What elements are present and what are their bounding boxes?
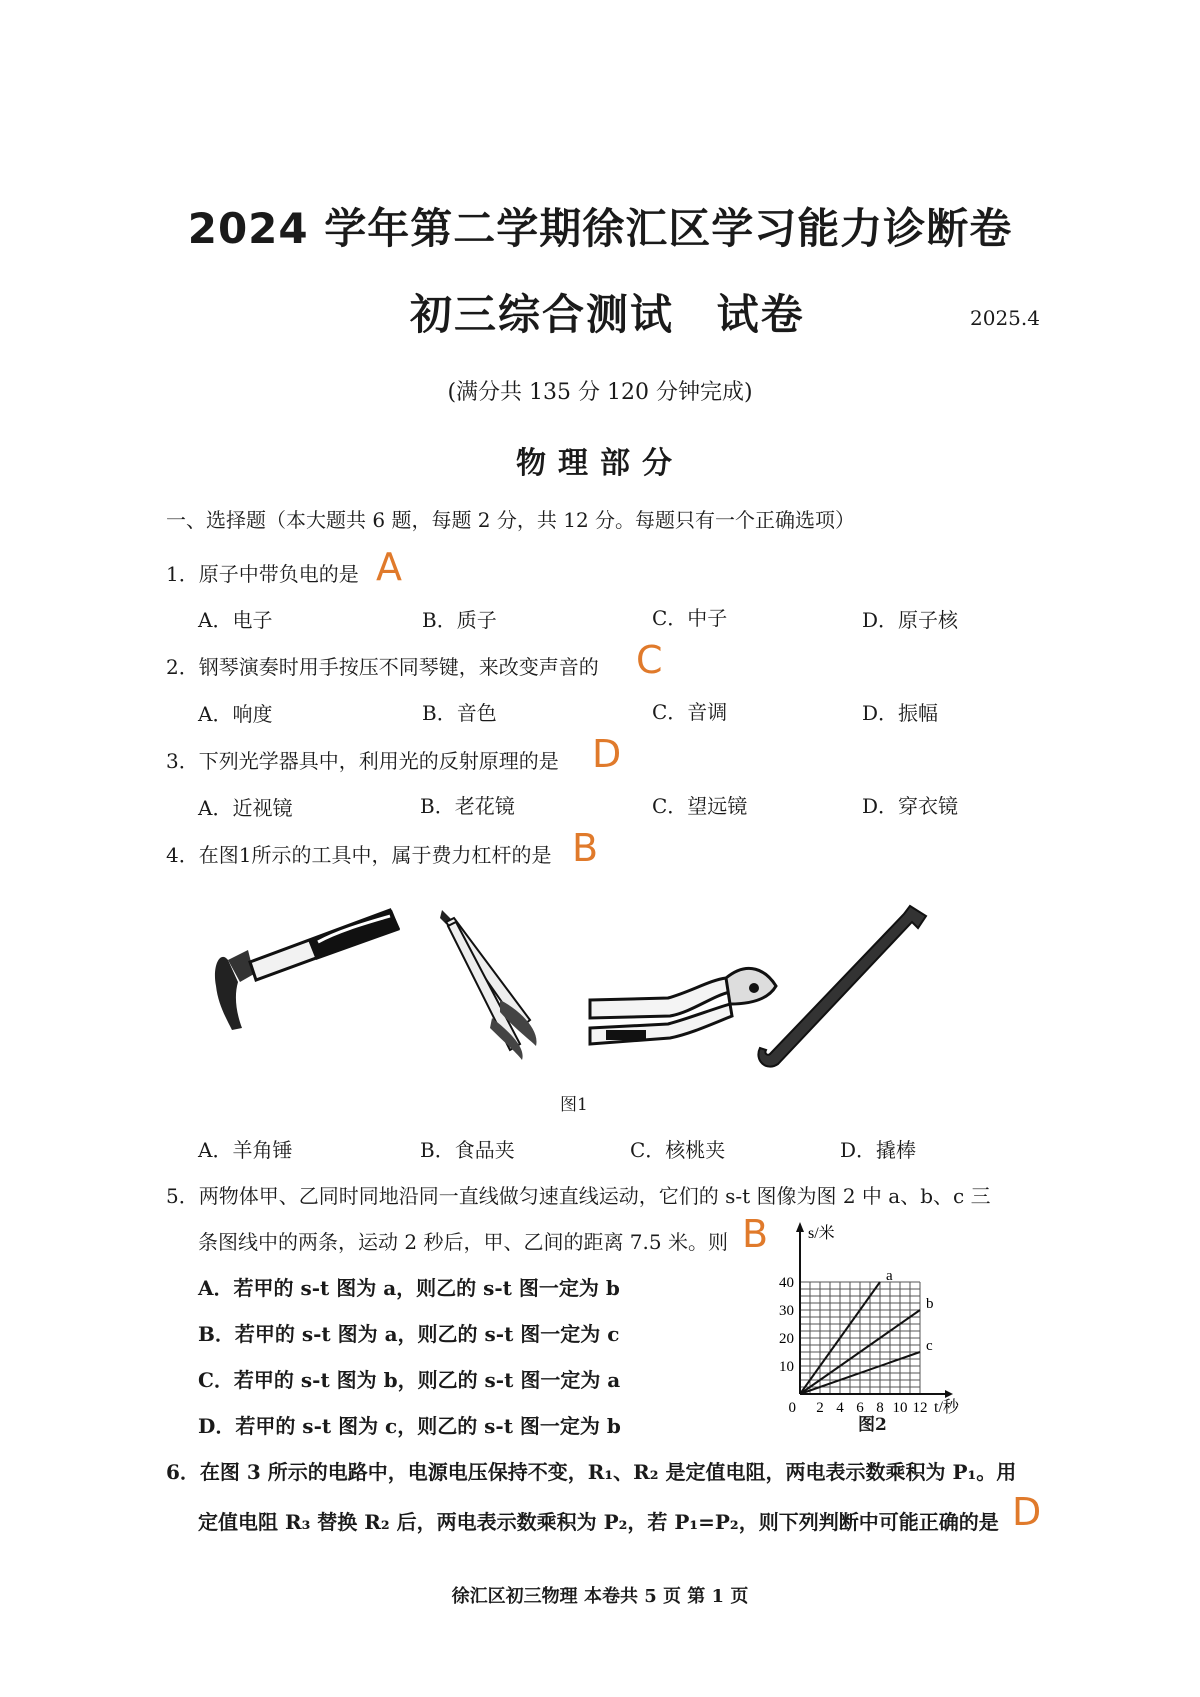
page-footer: 徐汇区初三物理 本卷共 5 页 第 1 页 [451, 1586, 749, 1607]
exam-date: 2025.4 [970, 306, 1040, 330]
series-label-c: c [926, 1338, 933, 1354]
q3-option-a: A．近视镜 [198, 796, 293, 820]
y-axis-arrow [796, 1222, 804, 1232]
hammer-icon [215, 910, 400, 1030]
y-tick-label: 30 [779, 1303, 794, 1319]
q4-option-a: A．羊角锤 [198, 1138, 293, 1162]
q5-option-a: A．若甲的 s-t 图为 a，则乙的 s-t 图一定为 b [198, 1276, 620, 1300]
q2-option-b: B．音色 [422, 701, 497, 725]
question-6-stem-line-2: 定值电阻 R₃ 替换 R₂ 后，两电表示数乘积为 P₂，若 P₁=P₂，则下列判断中可能正确的是 [198, 1510, 999, 1534]
q2-option-d: D．振幅 [862, 701, 939, 725]
x-tick-label: 6 [856, 1400, 864, 1416]
part-heading: 物理部分 [516, 446, 684, 481]
q1-option-d: D．原子核 [862, 608, 959, 632]
question-4-answer: B [572, 826, 599, 870]
question-5-answer: B [742, 1212, 769, 1256]
q5-option-d: D．若甲的 s-t 图为 c，则乙的 s-t 图一定为 b [198, 1414, 621, 1438]
figure-1 [200, 900, 960, 1080]
y-tick-label: 10 [779, 1359, 794, 1375]
question-3-answer: D [592, 732, 622, 776]
figure-1-caption: 图1 [560, 1095, 588, 1115]
x-tick-label: 8 [876, 1400, 884, 1416]
q5-option-c: C．若甲的 s-t 图为 b，则乙的 s-t 图一定为 a [198, 1368, 621, 1392]
nutcracker-icon [590, 968, 776, 1044]
section-heading: 一、选择题（本大题共 6 题，每题 2 分，共 12 分。每题只有一个正确选项） [166, 508, 856, 532]
exam-subtitle: 初三综合测试 试卷 [410, 290, 805, 339]
question-6-answer: D [1012, 1490, 1042, 1534]
x-tick-label: 12 [912, 1400, 928, 1416]
q1-option-c: C．中子 [652, 606, 728, 630]
q3-option-c: C．望远镜 [652, 794, 748, 818]
tongs-icon [440, 910, 537, 1060]
series-label-b: b [926, 1296, 934, 1312]
question-6-stem-line-1: 6．在图 3 所示的电路中，电源电压保持不变，R₁、R₂ 是定值电阻，两电表示数乘积为 P₁。用 [166, 1460, 1017, 1484]
question-1-answer: A [376, 545, 402, 589]
q1-option-b: B．质子 [422, 608, 497, 632]
score-time-note: (满分共 135 分 120 分钟完成) [447, 380, 753, 405]
crowbar-icon [758, 906, 926, 1067]
figure-2-caption: 图2 [858, 1415, 887, 1435]
question-4-stem: 4．在图1所示的工具中，属于费力杠杆的是 [166, 843, 552, 867]
x-tick-label: 10 [892, 1400, 908, 1416]
q4-option-b: B．食品夹 [420, 1138, 515, 1162]
q4-option-d: D．撬棒 [840, 1138, 917, 1162]
exam-title: 2024 学年第二学期徐汇区学习能力诊断卷 [187, 204, 1013, 253]
q1-option-a: A．电子 [198, 608, 273, 632]
q3-option-b: B．老花镜 [420, 794, 515, 818]
figure-2-st-graph [770, 1222, 1010, 1432]
x-axis-arrow [945, 1390, 953, 1398]
question-2-answer: C [636, 638, 663, 682]
y-tick-label: 40 [779, 1275, 794, 1291]
q4-option-c: C．核桃夹 [630, 1138, 726, 1162]
x-tick-label: 2 [816, 1400, 824, 1416]
x-tick-label: 4 [836, 1400, 844, 1416]
q5-option-b: B．若甲的 s-t 图为 a，则乙的 s-t 图一定为 c [198, 1322, 620, 1346]
q2-option-a: A．响度 [198, 702, 273, 726]
question-5-stem-line-1: 5．两物体甲、乙同时同地沿同一直线做匀速直线运动，它们的 s-t 图像为图 2 中 a、b、c 三 [166, 1184, 991, 1208]
q3-option-d: D．穿衣镜 [862, 794, 959, 818]
question-5-stem-line-2: 条图线中的两条，运动 2 秒后，甲、乙间的距离 7.5 米。则 [198, 1230, 728, 1254]
question-1-stem: 1．原子中带负电的是 [166, 562, 359, 586]
q2-option-c: C．音调 [652, 700, 728, 724]
series-label-a: a [886, 1268, 893, 1284]
y-tick-label: 20 [779, 1331, 794, 1347]
question-2-stem: 2．钢琴演奏时用手按压不同琴键，来改变声音的 [166, 655, 599, 679]
origin-label: 0 [788, 1400, 796, 1416]
question-3-stem: 3．下列光学器具中，利用光的反射原理的是 [166, 749, 559, 773]
x-axis-label: t/秒 [934, 1399, 959, 1416]
y-axis-label: s/米 [808, 1225, 835, 1242]
